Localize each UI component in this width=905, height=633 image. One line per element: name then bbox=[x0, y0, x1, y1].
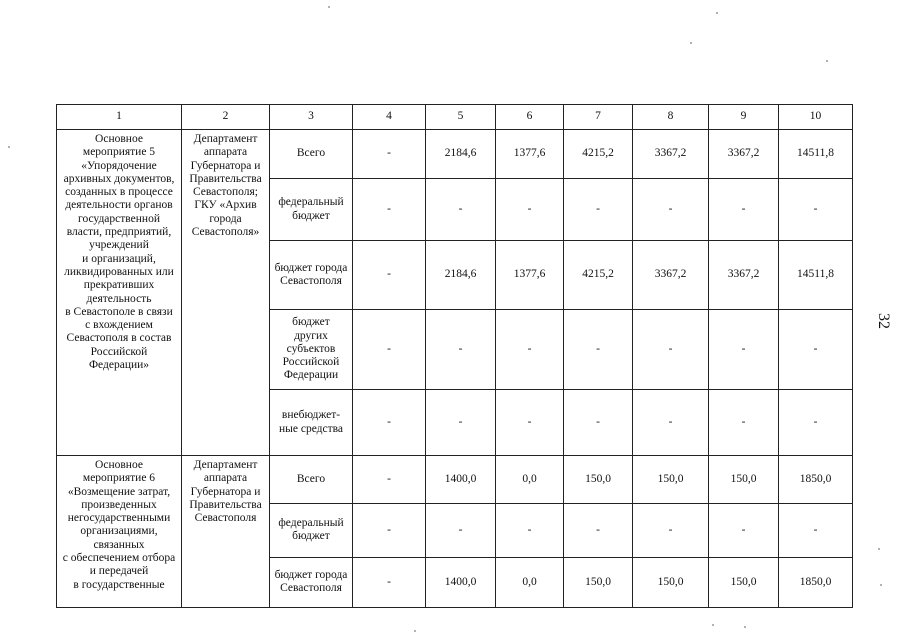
value-cell: 1400,0 bbox=[426, 557, 496, 607]
value-cell: - bbox=[496, 390, 564, 456]
value-cell: - bbox=[633, 504, 709, 557]
executor-line: Губернатора и bbox=[190, 159, 261, 172]
value-cell: 4215,2 bbox=[564, 241, 633, 310]
value-cell: - bbox=[709, 504, 779, 557]
header-cell: 5 bbox=[426, 105, 496, 130]
header-row bbox=[57, 105, 853, 130]
header-cell: 9 bbox=[709, 105, 779, 130]
funding-source-line: бюджет города bbox=[274, 569, 348, 582]
event-name-cell bbox=[57, 456, 182, 608]
event-name-line: Российской bbox=[90, 345, 148, 358]
executor-line: аппарата bbox=[203, 472, 248, 485]
funding-source-line: федеральный bbox=[278, 196, 344, 209]
value-cell: - bbox=[564, 179, 633, 241]
value-cell: 1377,6 bbox=[496, 130, 564, 179]
scan-speck bbox=[414, 630, 416, 632]
scan-speck bbox=[716, 12, 718, 14]
executor-cell bbox=[182, 456, 270, 608]
value-cell: 14511,8 bbox=[779, 130, 853, 179]
header-cell: 7 bbox=[564, 105, 633, 130]
header-cell: 10 bbox=[779, 105, 853, 130]
funding-source-line: Федерации bbox=[283, 369, 339, 382]
funding-source-cell bbox=[270, 557, 353, 607]
funding-source-cell bbox=[270, 179, 353, 241]
funding-source-line: федеральный bbox=[278, 517, 344, 530]
value-cell: 150,0 bbox=[633, 456, 709, 504]
funding-source-line: внебюджет- bbox=[281, 409, 341, 422]
event-name-line: и организаций, bbox=[82, 252, 156, 265]
value-cell: - bbox=[564, 390, 633, 456]
value-cell: - bbox=[353, 310, 426, 390]
value-cell: - bbox=[353, 557, 426, 607]
header-cell: 1 bbox=[57, 105, 182, 130]
scan-speck bbox=[690, 42, 692, 44]
executor-line: ГКУ «Архив bbox=[194, 199, 257, 212]
funding-source-line: Севастополя bbox=[280, 582, 342, 595]
value-cell: - bbox=[426, 504, 496, 557]
value-cell: - bbox=[353, 390, 426, 456]
event-name-line: негосударственными bbox=[67, 512, 171, 525]
table-row bbox=[57, 456, 853, 504]
value-cell: - bbox=[709, 310, 779, 390]
event-name-line: архивных документов, bbox=[63, 172, 175, 185]
funding-source-cell bbox=[270, 241, 353, 310]
header-cell: 2 bbox=[182, 105, 270, 130]
executor-line: аппарата bbox=[203, 146, 248, 159]
value-cell: - bbox=[633, 179, 709, 241]
header-cell: 3 bbox=[270, 105, 353, 130]
funding-source-cell bbox=[270, 130, 353, 179]
page-number: 32 bbox=[875, 313, 892, 329]
event-name-line: организациями, bbox=[80, 525, 158, 538]
value-cell: - bbox=[564, 310, 633, 390]
executor-line: Губернатора и bbox=[190, 485, 261, 498]
value-cell: 0,0 bbox=[496, 557, 564, 607]
event-name-line: деятельность bbox=[86, 292, 152, 305]
funding-source-line: бюджет bbox=[292, 209, 330, 222]
event-name-line: власти, предприятий, bbox=[66, 226, 172, 239]
value-cell: - bbox=[353, 241, 426, 310]
value-cell: - bbox=[353, 504, 426, 557]
executor-line: Правительства bbox=[189, 172, 262, 185]
funding-source-line: бюджет bbox=[292, 530, 330, 543]
value-cell: - bbox=[633, 390, 709, 456]
event-name-line: «Упорядочение bbox=[81, 159, 157, 172]
value-cell: 3367,2 bbox=[633, 130, 709, 179]
value-cell: 1850,0 bbox=[779, 557, 853, 607]
executor-line: Севастополя» bbox=[191, 226, 260, 239]
budget-table bbox=[56, 104, 853, 608]
value-cell: - bbox=[564, 504, 633, 557]
event-name-line: мероприятие 6 bbox=[82, 472, 156, 485]
scan-speck bbox=[8, 146, 10, 148]
executor-line: Департамент bbox=[193, 459, 258, 471]
value-cell: - bbox=[426, 390, 496, 456]
value-cell: 0,0 bbox=[496, 456, 564, 504]
funding-source-line: ные средства bbox=[278, 422, 344, 435]
event-name-line: Основное bbox=[95, 133, 143, 145]
value-cell: - bbox=[779, 310, 853, 390]
header-cell: 6 bbox=[496, 105, 564, 130]
funding-source-line: Всего bbox=[296, 472, 326, 485]
scan-speck bbox=[744, 626, 746, 628]
funding-source-cell bbox=[270, 390, 353, 456]
event-name-line: мероприятие 5 bbox=[82, 146, 156, 159]
header-cell: 4 bbox=[353, 105, 426, 130]
value-cell: - bbox=[353, 456, 426, 504]
value-cell: - bbox=[426, 179, 496, 241]
value-cell: 1850,0 bbox=[779, 456, 853, 504]
scan-speck bbox=[826, 60, 828, 62]
value-cell: 150,0 bbox=[564, 456, 633, 504]
funding-source-line: Севастополя bbox=[280, 275, 342, 287]
value-cell: - bbox=[709, 390, 779, 456]
value-cell: 150,0 bbox=[709, 557, 779, 607]
value-cell: 150,0 bbox=[709, 456, 779, 504]
value-cell: - bbox=[779, 504, 853, 557]
executor-line: Севастополя bbox=[194, 512, 257, 525]
event-name-line: ликвидированных или bbox=[64, 265, 174, 278]
executor-line: города bbox=[209, 212, 242, 225]
value-cell: 3367,2 bbox=[709, 241, 779, 310]
funding-source-line: бюджет bbox=[292, 316, 330, 329]
value-cell: 2184,6 bbox=[426, 130, 496, 179]
executor-line: Правительства bbox=[189, 498, 262, 511]
event-name-line: произведенных bbox=[81, 498, 157, 511]
event-name-line: и передачей bbox=[89, 565, 149, 578]
value-cell: 3367,2 bbox=[709, 130, 779, 179]
event-name-line: созданных в процессе bbox=[65, 186, 173, 199]
value-cell: - bbox=[779, 390, 853, 456]
value-cell: - bbox=[353, 130, 426, 179]
value-cell: - bbox=[779, 179, 853, 241]
executor-line: Департамент bbox=[193, 133, 258, 145]
executor-cell bbox=[182, 130, 270, 456]
funding-source-line: бюджет города bbox=[274, 261, 348, 274]
value-cell: - bbox=[709, 179, 779, 241]
value-cell: - bbox=[496, 504, 564, 557]
value-cell: 1377,6 bbox=[496, 241, 564, 310]
event-name-line: деятельности органов bbox=[65, 199, 173, 212]
event-name-line: в государственные bbox=[73, 578, 165, 591]
value-cell: - bbox=[353, 179, 426, 241]
value-cell: 4215,2 bbox=[564, 130, 633, 179]
value-cell: 150,0 bbox=[564, 557, 633, 607]
event-name-wrapper bbox=[59, 459, 179, 607]
event-name-line: Федерации» bbox=[88, 359, 150, 372]
event-name-cell bbox=[57, 130, 182, 456]
value-cell: - bbox=[496, 179, 564, 241]
funding-source-line: других bbox=[294, 329, 328, 342]
event-name-line: Основное bbox=[95, 459, 143, 471]
scan-speck bbox=[880, 584, 882, 586]
value-cell: 150,0 bbox=[633, 557, 709, 607]
scan-speck bbox=[328, 6, 330, 8]
value-cell: - bbox=[426, 310, 496, 390]
event-name-line: с обеспечением отбора bbox=[62, 552, 176, 565]
scan-speck bbox=[878, 548, 880, 550]
funding-source-cell bbox=[270, 504, 353, 557]
event-name-line: связанных bbox=[93, 538, 145, 551]
event-name-line: государственной bbox=[78, 212, 160, 225]
value-cell: 1400,0 bbox=[426, 456, 496, 504]
header-cell: 8 bbox=[633, 105, 709, 130]
value-cell: - bbox=[633, 310, 709, 390]
table-row bbox=[57, 130, 853, 179]
event-name-line: прекративших bbox=[83, 279, 155, 292]
value-cell: 3367,2 bbox=[633, 241, 709, 310]
funding-source-line: Российской bbox=[282, 356, 340, 369]
event-name-line: учреждений bbox=[89, 239, 149, 252]
scan-speck bbox=[712, 624, 714, 626]
executor-line: Севастополя; bbox=[192, 186, 258, 199]
value-cell: - bbox=[496, 310, 564, 390]
funding-source-line: субъектов bbox=[286, 342, 336, 355]
event-name-line: с вхождением bbox=[85, 319, 153, 332]
event-name-line: «Возмещение затрат, bbox=[67, 485, 171, 498]
event-name-line: Севастополя в состав bbox=[66, 332, 172, 345]
value-cell: 2184,6 bbox=[426, 241, 496, 310]
funding-source-line: Всего bbox=[296, 147, 326, 160]
funding-source-cell bbox=[270, 456, 353, 504]
event-name-line: в Севастополе в связи bbox=[65, 305, 173, 318]
value-cell: 14511,8 bbox=[779, 241, 853, 310]
funding-source-cell bbox=[270, 310, 353, 390]
